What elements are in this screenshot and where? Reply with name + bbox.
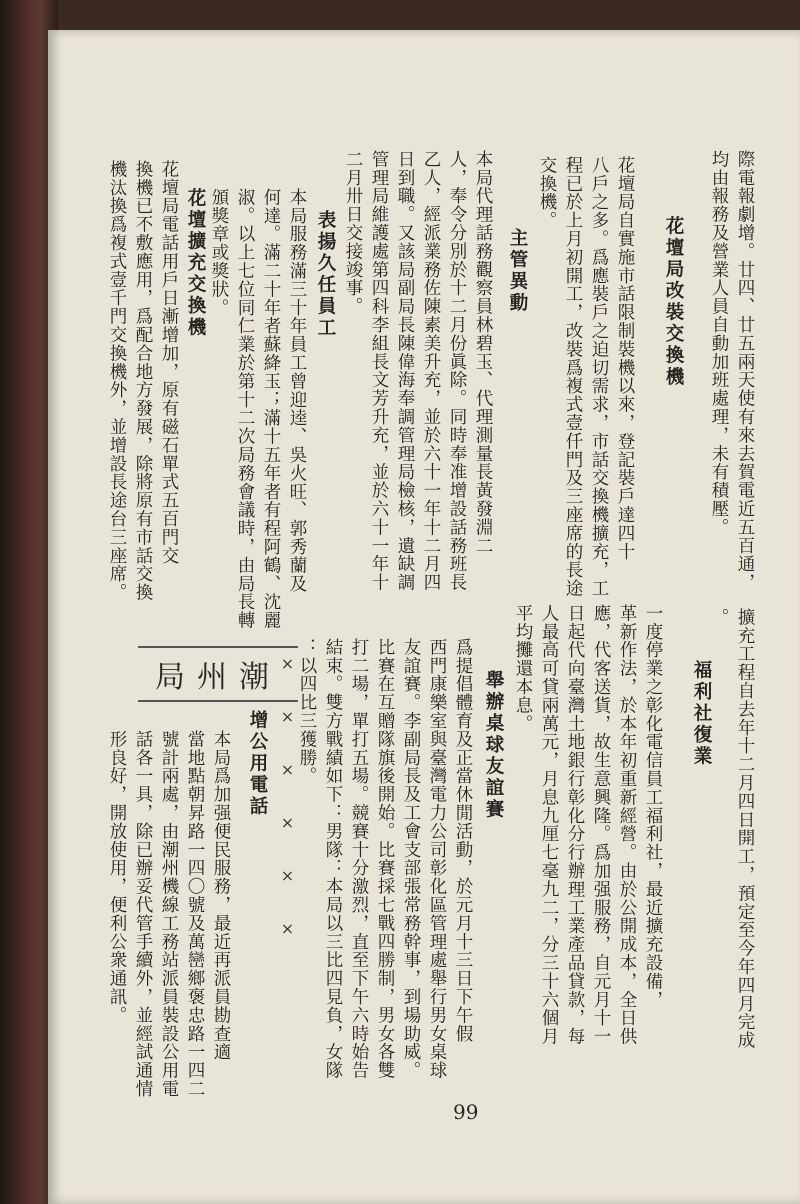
heading-personnel-change: 主管異動 <box>507 228 528 314</box>
paragraph-expansion-schedule: 擴充工程自去年十二月四日開工，預定至今年四月完成 。 <box>709 608 755 1050</box>
paragraph-pingpong: 爲提倡體育及正當休閒活動，於元月十三日下午假 西門康樂室與臺灣電力公司彰化區管理處舉行男女桌球 友誼賽。李副局長及工會支部張常務幹事，到場助威。 比賽在互贈隊旗後開始。比賽採七戰四勝制，男女各雙 打二場，單打五場。競賽十分激烈，直至下午六時始告 結束。雙方戰績如下：男隊：本局以三比四見負，女隊 ：以四比三獲勝。 <box>297 638 473 1080</box>
heading-huatan-expand: 花壇擴充交換機 <box>185 188 206 339</box>
masthead-chaozhou-bureau <box>138 646 298 702</box>
page-number: 99 <box>453 1100 479 1124</box>
heading-public-phone: 增公用電話 <box>247 710 268 818</box>
masthead-title: 局州潮 <box>155 660 281 695</box>
book-page <box>48 30 800 1204</box>
paragraph-personnel-change: 本局代理話務觀察員林碧玉、代理測量長黃發淵二 人，奉令分別於十二月份眞除。同時奉准增設話務班長 乙人，經派業務佐陳素美升充，並於六十一年十二月四 日到職。又該局副局長陳偉海奉調管理局檢核，遺缺調 管理局維護處第四科李組長文芳升充，並於六十一年十 二月卅日交接竣事。 <box>343 150 493 592</box>
paragraph-public-phone: 本局爲加强便民服務，最近再派員勘查適 當地點朝昇路一四〇號及萬巒鄉褒忠路一四二 號計兩處，由潮州機線工務站派員裝設公用電 話各一具，除已辦妥代管手續外，並經試通情 形良好，開放使用，便利公衆通訊。 <box>107 730 231 1098</box>
paragraph-welfare: 一度停業之彰化電信員工福利社，最近擴充設備， 革新作法，於本年初重新經營。由於公開成本，全日供 應，代客送貨，故生意興隆。爲加强服務，自元月十一 日起代向臺灣土地銀行彰化分行辦理工業產品貸款，每 人最高可貸兩萬元，月息九厘七毫九二，分三十六個月 平均攤還本息。 <box>513 604 663 1046</box>
heading-changhua-exchange: 花壇局改裝交換機 <box>663 216 684 388</box>
carryover-paragraph: 際電報劇增。廿四、廿五兩天使有來去賀電近五百通， 均由報務及營業人員自動加班處理，未有積壓。 <box>709 150 755 592</box>
heading-pingpong: 舉辦桌球友誼賽 <box>483 670 504 821</box>
paragraph-commendation: 本局服務滿三十年員工曾迎逵、吳火旺、郭秀蘭及 何達。滿二十年者蘇絳玉；滿十五年者有程阿鶴、沈麗 淑。以上七位同仁業於第十二次局務會議時，由局長轉 頒獎章或獎狀。 <box>209 188 307 630</box>
heading-welfare: 福利社復業 <box>691 660 712 768</box>
paragraph-changhua-exchange: 花壇局自實施市話限制裝機以來，登記裝戶達四十 八戶之多。爲應裝戶之迫切需求，市話交換機擴充，工 程已於上月初開工，改裝爲複式壹仟門及三座席的長途 交換機。 <box>537 156 635 598</box>
heading-commendation: 表揚久任員工 <box>315 210 336 339</box>
separator-marks: ×××××× <box>278 654 297 972</box>
paragraph-huatan-expand: 花壇局電話用戶日漸增加，原有磁石單式五百門交 換機已不敷應用，爲配合地方發展，除將原有市話交換 機汰換爲複式壹千門交換機外，並增設長途台三座席。 <box>107 160 179 602</box>
